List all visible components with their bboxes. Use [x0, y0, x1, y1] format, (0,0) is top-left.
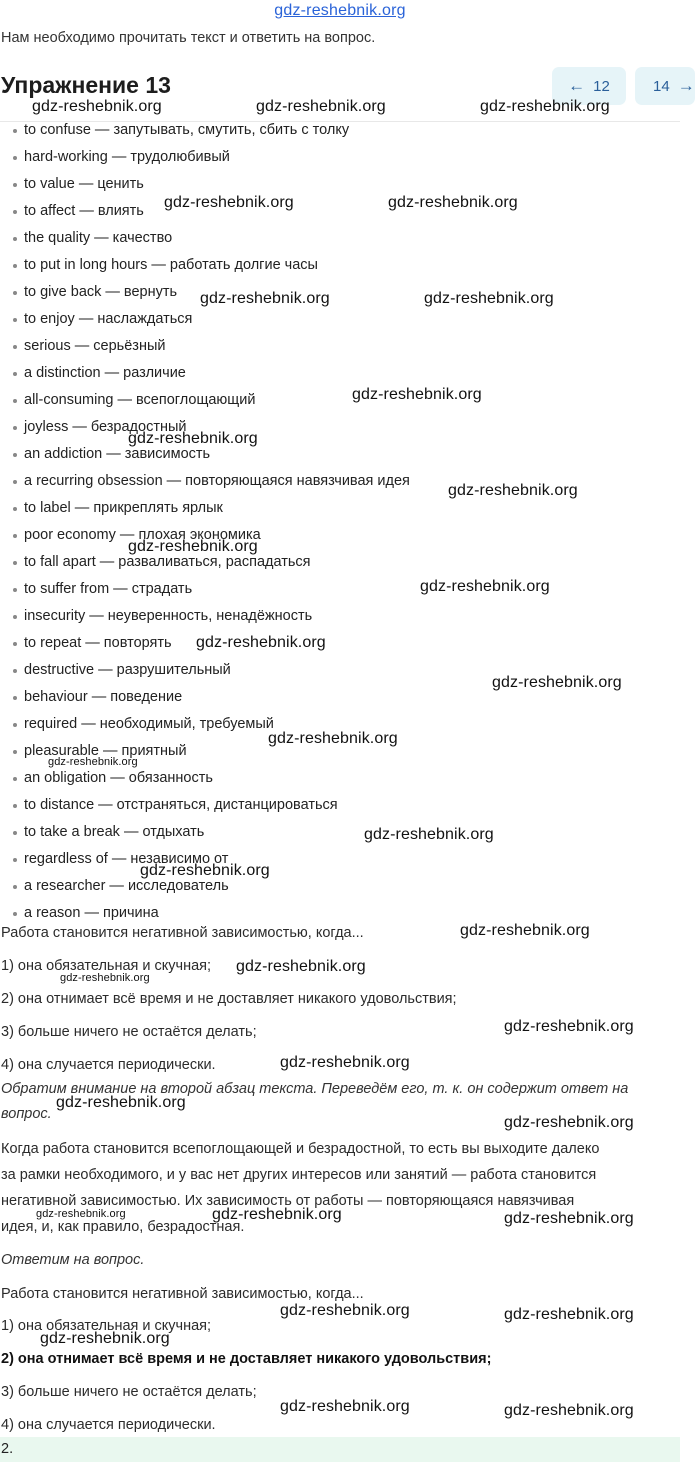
watermark: gdz-reshebnik.org [200, 290, 330, 307]
vocab-item: behaviour — поведение [0, 684, 680, 711]
watermark: gdz-reshebnik.org [504, 1306, 634, 1323]
answer-option-correct: 2) она отнимает всё время и не доставляет никакого удовольствия; [1, 1351, 492, 1367]
vocab-item: insecurity — неуверенность, ненадёжность [0, 603, 680, 630]
intro-text: Нам необходимо прочитать текст и ответить на вопрос. [1, 30, 376, 46]
vocab-item: to put in long hours — работать долгие часы [0, 252, 680, 279]
prev-exercise-label: 12 [593, 77, 610, 95]
watermark: gdz-reshebnik.org [492, 674, 622, 691]
vocab-item: serious — серьёзный [0, 333, 680, 360]
watermark: gdz-reshebnik.org [480, 98, 610, 115]
watermark: gdz-reshebnik.org [196, 634, 326, 651]
vocab-item: a distinction — различие [0, 360, 680, 387]
question-option: 2) она отнимает всё время и не доставляет никакого удовольствия; [1, 991, 457, 1007]
watermark: gdz-reshebnik.org [128, 538, 258, 555]
exercise-title: Упражнение 13 [1, 72, 171, 98]
watermark: gdz-reshebnik.org [504, 1210, 634, 1227]
watermark: gdz-reshebnik.org [256, 98, 386, 115]
arrow-right-icon: → [677, 76, 695, 95]
vocab-item: joyless — безрадостный [0, 414, 680, 441]
hint-text: вопрос. [1, 1106, 52, 1122]
watermark: gdz-reshebnik.org [236, 958, 366, 975]
vocab-item: to suffer from — страдать [0, 576, 680, 603]
watermark: gdz-reshebnik.org [212, 1206, 342, 1223]
watermark: gdz-reshebnik.org [140, 862, 270, 879]
watermark: gdz-reshebnik.org [420, 578, 550, 595]
watermark: gdz-reshebnik.org [460, 922, 590, 939]
watermark: gdz-reshebnik.org [364, 826, 494, 843]
answer-option: 1) она обязательная и скучная; [1, 1318, 212, 1334]
translation-text: за рамки необходимого, и у вас нет других интересов или занятий — работа становится [1, 1167, 597, 1183]
vocab-item: to affect — влиять [0, 198, 680, 225]
vocab-item: poor economy — плохая экономика [0, 522, 680, 549]
vocab-item: to take a break — отдыхать [0, 819, 680, 846]
hint-text: Обратим внимание на второй абзац текста. Переведём его, т. к. он содержит ответ на [1, 1081, 629, 1097]
vocab-item: to confuse — запутывать, смутить, сбить с толку [0, 117, 680, 144]
translation-text: Когда работа становится всепоглощающей и безрадостной, то есть вы выходите далеко [1, 1141, 600, 1157]
vocabulary-list [0, 117, 680, 927]
answer-option: 3) больше ничего не остаётся делать; [1, 1384, 257, 1400]
vocab-item: a recurring obsession — повторяющаяся навязчивая идея [0, 468, 680, 495]
question-stem: Работа становится негативной зависимостью, когда... [1, 925, 364, 941]
question-option: 3) больше ничего не остаётся делать; [1, 1024, 257, 1040]
watermark: gdz-reshebnik.org [504, 1018, 634, 1035]
next-exercise-label: 14 [653, 77, 670, 95]
next-exercise-button[interactable] [635, 67, 695, 105]
vocab-item: to repeat — повторять [0, 630, 680, 657]
translation-text: негативной зависимостью. Их зависимость от работы — повторяющаяся навязчивая [1, 1193, 575, 1209]
vocab-item: to value — ценить [0, 171, 680, 198]
vocab-item: to give back — вернуть [0, 279, 680, 306]
final-answer: 2. [0, 1437, 680, 1462]
translation-text: идея, и, как правило, безрадостная. [1, 1219, 245, 1235]
vocab-item: destructive — разрушительный [0, 657, 680, 684]
vocab-item: a reason — причина [0, 900, 680, 927]
vocab-item: to label — прикреплять ярлык [0, 495, 680, 522]
watermark: gdz-reshebnik.org [280, 1302, 410, 1319]
answer-option: 4) она случается периодически. [1, 1417, 216, 1433]
question-option: 4) она случается периодически. [1, 1057, 216, 1073]
vocab-item: to distance — отстраняться, дистанцироваться [0, 792, 680, 819]
watermark: gdz-reshebnik.org [280, 1398, 410, 1415]
watermark: gdz-reshebnik.org [60, 972, 150, 984]
watermark: gdz-reshebnik.org [352, 386, 482, 403]
watermark: gdz-reshebnik.org [268, 730, 398, 747]
watermark: gdz-reshebnik.org [32, 98, 162, 115]
watermark: gdz-reshebnik.org [40, 1330, 170, 1347]
watermark: gdz-reshebnik.org [280, 1054, 410, 1071]
watermark: gdz-reshebnik.org [448, 482, 578, 499]
question-option: 1) она обязательная и скучная; [1, 958, 212, 974]
vocab-item: pleasurable — приятный [0, 738, 680, 765]
vocab-item: an addiction — зависимость [0, 441, 680, 468]
watermark: gdz-reshebnik.org [56, 1094, 186, 1111]
vocab-item: to enjoy — наслаждаться [0, 306, 680, 333]
watermark: gdz-reshebnik.org [164, 194, 294, 211]
watermark: gdz-reshebnik.org [128, 430, 258, 447]
vocab-item: all-consuming — всепоглощающий [0, 387, 680, 414]
question-stem-repeat: Работа становится негативной зависимостью, когда... [1, 1286, 364, 1302]
watermark: gdz-reshebnik.org [36, 1208, 126, 1220]
watermark: gdz-reshebnik.org [424, 290, 554, 307]
vocab-item: a researcher — исследователь [0, 873, 680, 900]
vocab-item: required — необходимый, требуемый [0, 711, 680, 738]
arrow-left-icon: ← [568, 76, 586, 95]
watermark: gdz-reshebnik.org [388, 194, 518, 211]
vocab-item: regardless of — независимо от [0, 846, 680, 873]
vocab-item: the quality — качество [0, 225, 680, 252]
watermark: gdz-reshebnik.org [504, 1114, 634, 1131]
vocab-item: an obligation — обязанность [0, 765, 680, 792]
site-link[interactable]: gdz-reshebnik.org [274, 2, 406, 19]
vocab-item: to fall apart — разваливаться, распадаться [0, 549, 680, 576]
vocab-item: hard-working — трудолюбивый [0, 144, 680, 171]
watermark: gdz-reshebnik.org [504, 1402, 634, 1419]
answer-intro: Ответим на вопрос. [1, 1252, 145, 1268]
watermark: gdz-reshebnik.org [48, 756, 138, 768]
